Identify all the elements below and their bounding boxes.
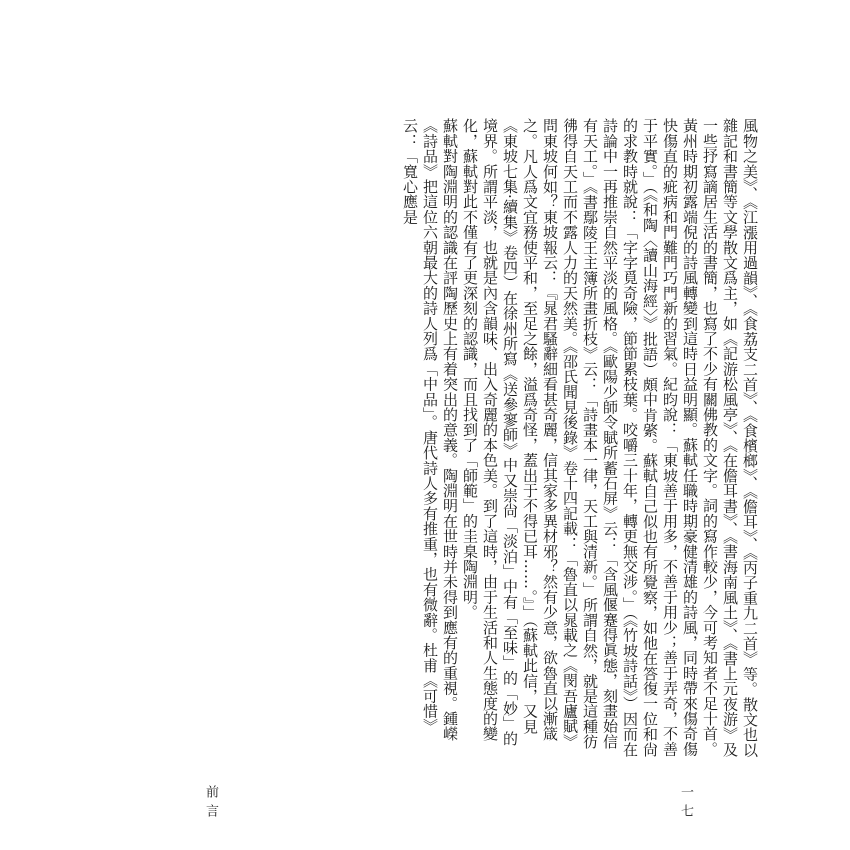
main-text-column-block <box>70 118 760 758</box>
paragraph-1: 風物之美》、《江漲用過韻》、《食荔支二首》、《食檳榔》、《儋耳》、《丙子重九二首》等。散文也以雜記和書簡等文學散文爲主，如《記游松風亭》、《在儋耳書》、《書海南風土》、《書上元夜游》及一些抒寫謫居生活的書簡，也寫了不少有關佛教的文字。詞的寫作較少，今可考知者不足十首。 <box>701 118 759 758</box>
section-label: 前言 <box>203 785 218 823</box>
paragraph-2: 黃州時期初露端倪的詩風轉變到這時日益明顯。蘇軾任職時期豪健清雄的詩風，同時帶來傷奇傷快傷直的疵病和門難門巧門新的習氣。紀昀說：「東坡善于用多，不善于用少；善于弄奇，不善于平實。」（《和陶〈讀山海經〉》批語）頗中肯綮。蘇軾自己似也有所覺察，如他在答復一位和尙的求教時就說：「字字覓奇險，節節累枝葉。咬嚼三十年，轉更無交涉。」（《竹坡詩話》）因而在詩論中一再推崇自然平淡的風格。《歐陽少師令賦所蓄石屏》云：「含風偃蹇得眞態，刻畫始信有天工。」《書鄢陵王主簿所畫折枝》云：「詩畫本一律，天工與清新。」所謂自然，就是這種彷彿得自天工而不露人力的天然美。《邵氏聞見後錄》卷十四記載：「魯直以晁載之《閔吾廬賦》問東坡何如？東坡報云：『晁君騷辭細看甚奇麗，信其家多異材邪？然有少意，欲魯直以漸箴之。凡人爲文宜務使平和，至足之餘，溢爲奇怪，蓋出于不得已耳……。』」（蘇軾此信，又見《東坡七集·續集》卷四）在徐州所寫《送參寥師》中又崇尙「淡泊」中有「至味」的「妙」的境界。所謂平淡，也就是內含韻味、出入奇麗的本色美。到了這時，由于生活和人生態度的變化，蘇軾對此不僅有了更深刻的認識，而且找到了「師範」的圭臬陶淵明。 <box>461 118 699 757</box>
page-number: 一七 <box>678 785 693 823</box>
paragraph-3: 蘇軾對陶淵明的認識在評陶歷史上有着突出的意義。陶淵明在世時并未得到應有的重視。鍾嶸《詩品》把這位六朝最大的詩人列爲「中品」。唐代詩人多有推重，也有微辭。杜甫《可惜》云：「寬心應是 <box>401 118 459 742</box>
